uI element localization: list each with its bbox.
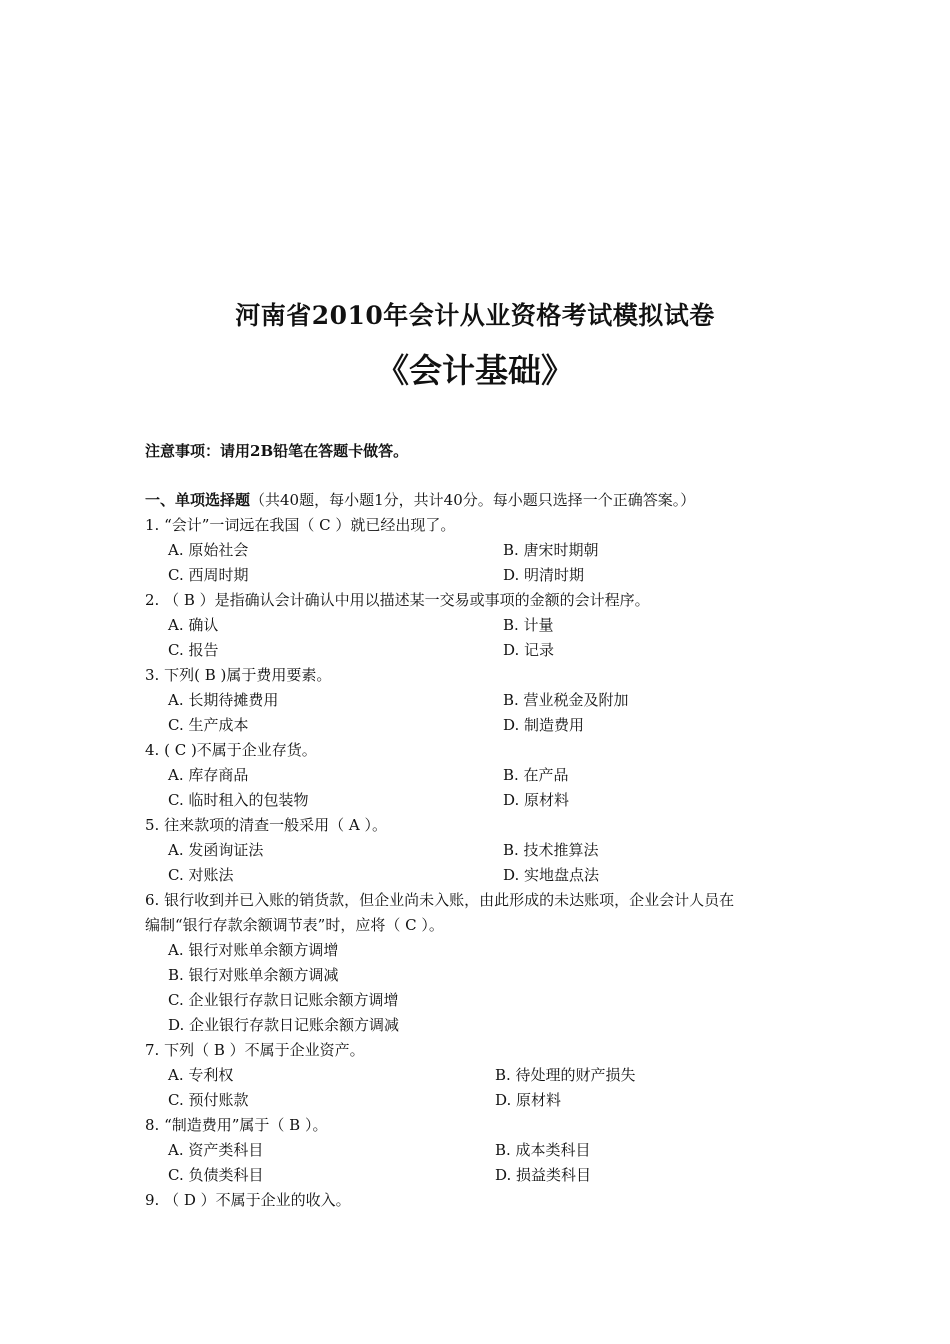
question-8-option-d: D. 损益类科目 bbox=[495, 1166, 592, 1184]
question-5-stem: 5. 往来款项的清查一般采用（ A ）。 bbox=[145, 816, 387, 834]
question-8-option-b: B. 成本类科目 bbox=[495, 1141, 591, 1159]
section-heading bbox=[145, 490, 695, 510]
question-7-stem: 7. 下列（ B ）不属于企业资产。 bbox=[145, 1041, 365, 1059]
question-5-option-d: D. 实地盘点法 bbox=[503, 866, 600, 884]
question-3-stem: 3. 下列( B )属于费用要素。 bbox=[145, 666, 332, 684]
exam-title: 河南省2010年会计从业资格考试模拟试卷 bbox=[235, 301, 715, 330]
question-6-option-c: C. 企业银行存款日记账余额方调增 bbox=[168, 991, 399, 1009]
question-2-option-b: B. 计量 bbox=[503, 616, 554, 634]
question-7-option-d: D. 原材料 bbox=[495, 1091, 562, 1109]
question-6-option-b: B. 银行对账单余额方调减 bbox=[168, 966, 339, 984]
section-instructions: （共40题，每小题1分，共计40分。每小题只选择一个正确答案。） bbox=[250, 491, 696, 509]
question-6-stem: 6. 银行收到并已入账的销货款，但企业尚未入账，由此形成的未达账项，企业会计人员在 bbox=[145, 891, 735, 909]
question-5-option-b: B. 技术推算法 bbox=[503, 841, 599, 859]
question-4-option-a: A. 库存商品 bbox=[168, 766, 249, 784]
question-1-option-d: D. 明清时期 bbox=[503, 566, 585, 584]
question-8-option-c: C. 负债类科目 bbox=[168, 1166, 264, 1184]
question-1-option-c: C. 西周时期 bbox=[168, 566, 249, 584]
question-1-option-b: B. 唐宋时期朝 bbox=[503, 541, 599, 559]
question-2-option-d: D. 记录 bbox=[503, 641, 555, 659]
question-4-option-d: D. 原材料 bbox=[503, 791, 570, 809]
question-5-option-a: A. 发函询证法 bbox=[168, 841, 264, 859]
question-2-stem: 2. （ B ）是指确认会计确认中用以描述某一交易或事项的金额的会计程序。 bbox=[145, 591, 650, 609]
question-7-option-a: A. 专利权 bbox=[168, 1066, 234, 1084]
question-1-option-a: A. 原始社会 bbox=[168, 541, 249, 559]
question-1-stem: 1. “会计”一词远在我国（ C ）就已经出现了。 bbox=[145, 516, 456, 534]
question-7-option-b: B. 待处理的财产损失 bbox=[495, 1066, 636, 1084]
question-3-option-a: A. 长期待摊费用 bbox=[168, 691, 279, 709]
question-5-option-c: C. 对账法 bbox=[168, 866, 234, 884]
question-8-stem: 8. “制造费用”属于（ B ）。 bbox=[145, 1116, 328, 1134]
question-7-option-c: C. 预付账款 bbox=[168, 1091, 249, 1109]
notice-text: 注意事项：请用2B铅笔在答题卡做答。 bbox=[145, 442, 409, 460]
question-3-option-c: C. 生产成本 bbox=[168, 716, 249, 734]
question-6-stem-continued: 编制“银行存款余额调节表”时，应将（ C ）。 bbox=[145, 916, 444, 934]
question-2-option-a: A. 确认 bbox=[168, 616, 219, 634]
section-title: 一、单项选择题 bbox=[145, 491, 251, 509]
question-6-option-a: A. 银行对账单余额方调增 bbox=[168, 941, 339, 959]
question-3-option-b: B. 营业税金及附加 bbox=[503, 691, 629, 709]
question-9-stem: 9. （ D ）不属于企业的收入。 bbox=[145, 1191, 351, 1209]
question-4-stem: 4. ( C )不属于企业存货。 bbox=[145, 741, 317, 759]
question-4-option-b: B. 在产品 bbox=[503, 766, 569, 784]
question-2-option-c: C. 报告 bbox=[168, 641, 219, 659]
question-3-option-d: D. 制造费用 bbox=[503, 716, 585, 734]
question-4-option-c: C. 临时租入的包装物 bbox=[168, 791, 309, 809]
question-8-option-a: A. 资产类科目 bbox=[168, 1141, 264, 1159]
exam-subtitle: 《会计基础》 bbox=[376, 351, 574, 390]
question-6-option-d: D. 企业银行存款日记账余额方调减 bbox=[168, 1016, 400, 1034]
